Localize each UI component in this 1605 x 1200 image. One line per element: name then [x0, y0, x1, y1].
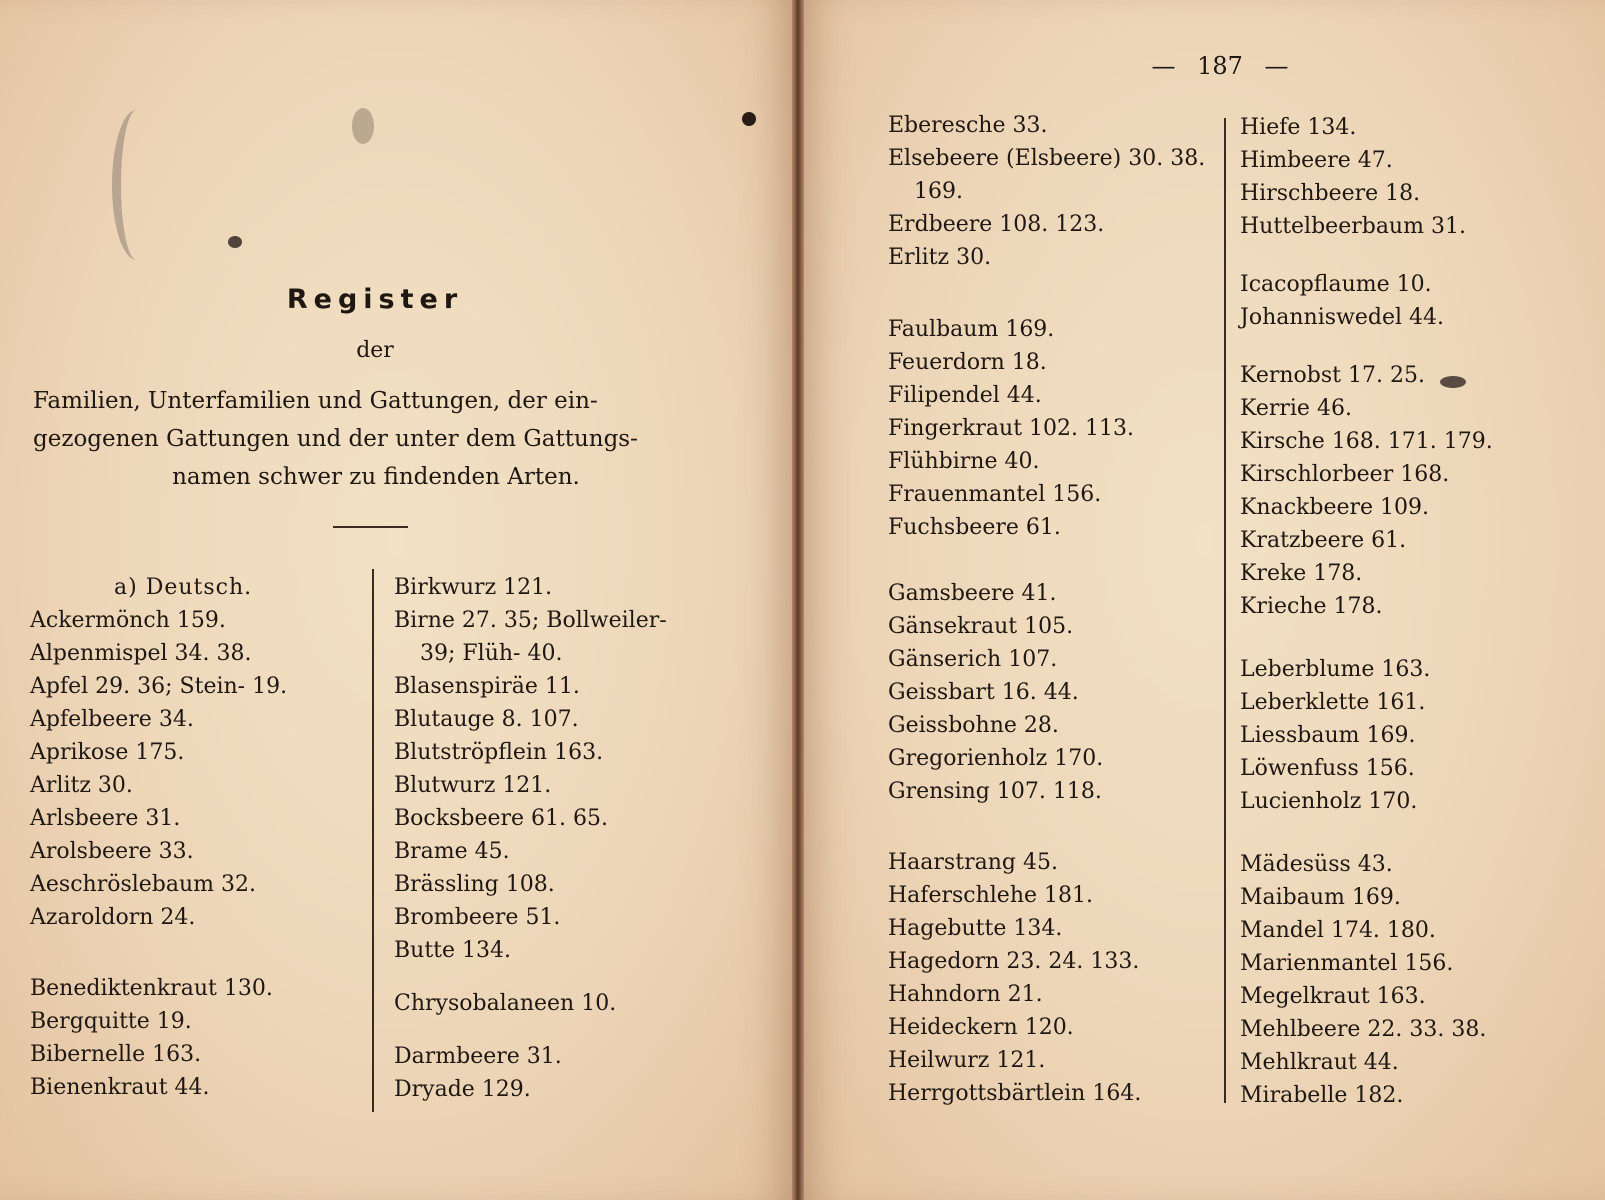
group-spacer [394, 1020, 724, 1040]
index-entry: Bibernelle 163. [30, 1042, 202, 1067]
index-entry: Fuchsbeere 61. [888, 515, 1061, 540]
index-entry: Blutwurz 121. [394, 773, 552, 798]
index-entry: Herrgottsbärtlein 164. [888, 1081, 1142, 1106]
index-entry: Mirabelle 182. [1240, 1083, 1404, 1108]
book-gutter [792, 0, 804, 1200]
index-entry: Butte 134. [394, 938, 512, 963]
register-subtitle: der [356, 338, 394, 363]
index-entry: Bocksbeere 61. 65. [394, 806, 608, 831]
index-entry: Mehlkraut 44. [1240, 1050, 1399, 1075]
register-description [33, 382, 719, 496]
register-title: Register [286, 284, 464, 315]
index-entry: Faulbaum 169. [888, 317, 1055, 342]
index-entry: Kreke 178. [1240, 561, 1363, 586]
index-entry: Huttelbeerbaum 31. [1240, 214, 1466, 239]
index-entry: Leberklette 161. [1240, 690, 1426, 715]
index-entry: Mandel 174. 180. [1240, 918, 1436, 943]
column-divider [1224, 118, 1226, 1103]
index-entry: Hirschbeere 18. [1240, 181, 1421, 206]
index-entry: Aeschröslebaum 32. [30, 872, 257, 897]
index-entry: Gregorienholz 170. [888, 746, 1104, 771]
index-entry-continued: 169. [914, 179, 963, 204]
index-entry: Fingerkraut 102. 113. [888, 416, 1135, 441]
index-entry: Aprikose 175. [30, 740, 185, 765]
index-entry: Geissbohne 28. [888, 713, 1059, 738]
heading-divider [333, 526, 408, 528]
index-entry: Azaroldorn 24. [30, 905, 196, 930]
index-entry: Icacopflaume 10. [1240, 272, 1432, 297]
index-entry: Himbeere 47. [1240, 148, 1393, 173]
index-entry: Bergquitte 19. [30, 1009, 192, 1034]
index-entry: Flühbirne 40. [888, 449, 1040, 474]
index-entry: Hiefe 134. [1240, 115, 1357, 140]
index-entry: Feuerdorn 18. [888, 350, 1047, 375]
left-page [0, 0, 792, 1200]
group-spacer [1240, 243, 1570, 268]
group-spacer [1240, 334, 1570, 359]
index-entry: Benediktenkraut 130. [30, 976, 273, 1001]
index-column-4 [1240, 111, 1570, 1112]
index-entry: Grensing 107. 118. [888, 779, 1102, 804]
index-entry: Löwenfuss 156. [1240, 756, 1415, 781]
index-entry: Gänsekraut 105. [888, 614, 1074, 639]
index-entry: Megelkraut 163. [1240, 984, 1426, 1009]
index-column-2 [394, 571, 724, 1106]
index-entry: Kirsche 168. 171. 179. [1240, 429, 1493, 454]
ink-spot [742, 112, 756, 126]
index-entry: Mehlbeere 22. 33. 38. [1240, 1017, 1487, 1042]
index-entry: Arlsbeere 31. [30, 806, 181, 831]
index-entry: Heideckern 120. [888, 1015, 1074, 1040]
index-entry: Alpenmispel 34. 38. [30, 641, 252, 666]
index-column-3 [888, 109, 1218, 1110]
index-entry: Brame 45. [394, 839, 510, 864]
index-entry: Kratzbeere 61. [1240, 528, 1407, 553]
index-entry: Krieche 178. [1240, 594, 1383, 619]
index-entry: Heilwurz 121. [888, 1048, 1046, 1073]
section-label: a) Deutsch. [114, 575, 253, 600]
index-entry: Marienmantel 156. [1240, 951, 1454, 976]
index-entry: Haferschlehe 181. [888, 883, 1093, 908]
index-entry: Mädesüss 43. [1240, 852, 1393, 877]
group-spacer [888, 544, 1218, 577]
index-entry: Hagebutte 134. [888, 916, 1063, 941]
group-spacer [888, 808, 1218, 846]
index-entry: Eberesche 33. [888, 113, 1048, 138]
description-line: gezogenen Gattungen und der unter dem Gattungs- [33, 426, 638, 452]
index-entry: Bienenkraut 44. [30, 1075, 210, 1100]
index-entry: Knackbeere 109. [1240, 495, 1430, 520]
index-entry: Elsebeere (Elsbeere) 30. 38. [888, 146, 1206, 171]
index-entry: Leberblume 163. [1240, 657, 1431, 682]
ink-smudge [112, 110, 161, 260]
page-number: — 187 — [1151, 52, 1289, 80]
ink-spot [352, 108, 374, 144]
index-entry: Gamsbeere 41. [888, 581, 1057, 606]
index-entry: Birkwurz 121. [394, 575, 553, 600]
index-entry: Birne 27. 35; Bollweiler- [394, 608, 667, 633]
index-entry: Apfelbeere 34. [30, 707, 194, 732]
index-entry: Chrysobalaneen 10. [394, 991, 617, 1016]
index-entry: Maibaum 169. [1240, 885, 1401, 910]
ink-spot [228, 236, 242, 248]
group-spacer [30, 934, 360, 972]
index-entry: Liessbaum 169. [1240, 723, 1416, 748]
index-entry: Lucienholz 170. [1240, 789, 1418, 814]
description-line: namen schwer zu findenden Arten. [172, 464, 580, 490]
index-entry: Darmbeere 31. [394, 1044, 562, 1069]
index-entry: Kernobst 17. 25. [1240, 363, 1425, 388]
index-entry: Ackermönch 159. [30, 608, 226, 633]
index-entry: Kirschlorbeer 168. [1240, 462, 1450, 487]
group-spacer [1240, 623, 1570, 653]
index-entry: Dryade 129. [394, 1077, 531, 1102]
index-column-1 [30, 571, 360, 1104]
index-entry: Kerrie 46. [1240, 396, 1352, 421]
index-entry: Arlitz 30. [30, 773, 133, 798]
index-entry: Blutströpflein 163. [394, 740, 604, 765]
description-line: Familien, Unterfamilien und Gattungen, der ein- [33, 388, 598, 414]
index-entry: Frauenmantel 156. [888, 482, 1102, 507]
group-spacer [394, 967, 724, 987]
index-entry: Geissbart 16. 44. [888, 680, 1079, 705]
index-entry: Erlitz 30. [888, 245, 992, 270]
group-spacer [888, 274, 1218, 313]
ink-spot [1440, 376, 1466, 388]
index-entry: Erdbeere 108. 123. [888, 212, 1105, 237]
index-entry: Apfel 29. 36; Stein- 19. [30, 674, 288, 699]
index-entry: Haarstrang 45. [888, 850, 1058, 875]
index-entry: Johanniswedel 44. [1240, 305, 1444, 330]
column-divider [372, 569, 374, 1112]
index-entry: Hagedorn 23. 24. 133. [888, 949, 1140, 974]
index-entry: Blasenspiräe 11. [394, 674, 580, 699]
index-entry: Filipendel 44. [888, 383, 1042, 408]
index-entry: Brombeere 51. [394, 905, 561, 930]
index-entry: Arolsbeere 33. [30, 839, 194, 864]
group-spacer [1240, 818, 1570, 848]
index-entry: Hahndorn 21. [888, 982, 1043, 1007]
index-entry-continued: 39; Flüh- 40. [420, 641, 563, 666]
index-entry: Brässling 108. [394, 872, 555, 897]
index-entry: Gänserich 107. [888, 647, 1058, 672]
index-entry: Blutauge 8. 107. [394, 707, 579, 732]
